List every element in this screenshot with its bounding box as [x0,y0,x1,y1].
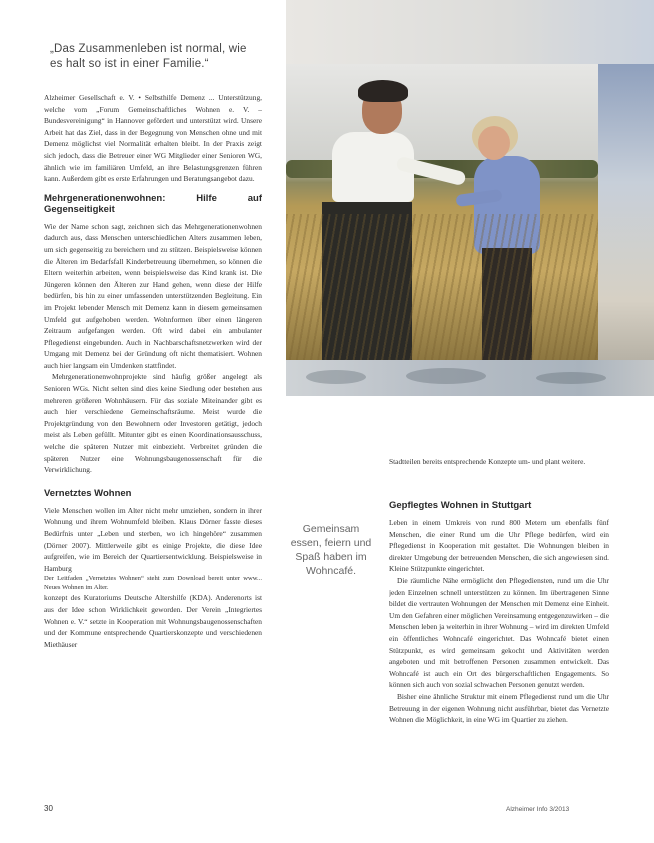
journal-footer: Alzheimer Info 3/2013 [506,806,570,813]
paragraph-stuttgart-2: Die räumliche Nähe ermöglicht den Pflegediensten, rund um die Uhr jeden Einzelnen schnell unterstützen zu können. Im übertragenen Sinne bildet die vertrauten Wohnungen der Menschen mit Demenz eine Einheit. Um den Gefahren einer möglichen Vereinsamung entgegenzuwirken – die Menschen leben ja weiterhin in ihrer Wohnung – wird im direkten Umfeld ein öffentliches Wohncafé eingerichtet. Das Wohncafé bietet einen Stützpunkt, es wird gemeinsam gekocht und Aktivitäten werden angeboten und mit betroffenen Personen zusammen entwickelt. Das Wohncafé ist auch ein Ort des bürgerschaftlichen Engagements. So können sich auch von sozial schwachen Personen genutzt werden. [389,575,609,690]
paragraph-stuttgart-1: Leben in einem Umkreis von rund 800 Metern um ebenfalls fünf Menschen, die einer Rund um die Uhr Pflege bedürfen, wird ein Pflegedienst in Kooperation mit gestaltet. Die Wohnungen bleiben in direkter Umgebung der betreuenden Menschen, die sich angewiesen sind. Kleine Stützpunkte eingerichtet. [389,518,609,574]
paragraph-vernetztes-2: konzept des Kuratoriums Deutsche Altershilfe (KDA). Anderenorts ist aus der Idee schon Wirklichkeit geworden. Der Verein „Integriertes Wohnen e. V.“ setzte in Kooperation mit Wohnungsbaugenossenschaften und der Kommune entsprechende Quartierskonzepte und verschiedenen Miethäuser [44,593,262,649]
right-column-top [389,456,609,468]
left-column [44,92,262,795]
photo-background-top [286,0,654,64]
page-number: 30 [44,804,53,813]
heading-vernetztes-wohnen: Vernetztes Wohnen [44,487,132,499]
pull-quote-top: „Das Zusammenleben ist normal, wie es halt so ist in einer Familie.“ [50,43,247,70]
paragraph-vernetztes-1: Viele Menschen wollen im Alter nicht mehr umziehen, sondern in ihrer Wohnung und ihrem Wohnumfeld bleiben. Klaus Dörner fasste dieses Bedürfnis unter „Leben und sterben, wo ich hingehöre“ zusammen (Dörner 2007). Mittlerweile gibt es einige Projekte, die diese Idee aufgreifen, wie im Bereich der Quartiersentwicklung. Beispielsweise in Hamburg [44,505,262,573]
pull-quote-middle: Gemeinsam essen, feiern und Spaß haben im Wohncafé. [290,523,372,577]
paragraph-stuttgart-3: Bisher eine ähnliche Struktur mit einem Pflegedienst rund um die Uhr Betreuung in der eigenen Wohnung nicht ausführbar, bietet das Vernetzte Wohnen die Möglichkeit, in eine WG im Quartier zu ziehen. [389,691,609,725]
heading-gepflegtes-wohnen: Gepflegtes Wohnen in Stuttgart [389,500,532,511]
right-column [389,500,609,798]
photo-background-right [598,64,654,360]
heading-mehrgenerationenwohnen: Mehrgenerationenwohnen: Hilfe auf Gegenseitigkeit [44,192,262,215]
continuation-text: Stadtteilen bereits entsprechende Konzepte um- und plant weitere. [389,457,586,466]
paragraph-mehrgenerationen-2: Mehrgenerationenwohnprojekte sind häufig größer angelegt als Senioren WGs. Nicht selten sind dies keine Siedlung oder bestehen aus mehreren größeren Wohnhäusern. Für das soziale Miteinander gibt es auch hier verschiedene Gemeinschaftsräume. Meist wurde die Projektgründung von den Bewohnern oder Investoren getätigt, jedoch meist als Leben gefüllt. Mitunter gibt es einen Koordinationsausschuss, welche die späteren Nutzer mit einbezieht. Verbreitet gründen die späteren Nutzer eine Wohnungsbaugenossenschaft für die Verwirklichung. [44,372,262,475]
paragraph-mehrgenerationen-1: Wie der Name schon sagt, zeichnen sich das Mehrgenerationenwohnen dadurch aus, dass Menschen unterschiedlichen Alters zusammen leben, um sich gegenseitig zu bereichern und zu stützen. Beispielsweise können die Älteren im Bedarfsfall Kinderbetreuung übernehmen, so können die Eltern weiterhin arbeiten, wenn beispielsweise das Kind krank ist. Die Jüngeren können den Älteren zur Hand gehen, wenn diese der Hilfe bedürfen, bis hin zu einer umfassenden unterstützenden Begleitung. Ein im Projekt lebender Mensch mit Demenz kann in diesem gemeinsamen Umfeld gut aufgehoben werden. Wohnformen über einen längeren Zeitraum aufgefangen werden. Oft wird dabei ein ambulanter Pflegedienst eingebunden. Auch in Nachbarschaftsnetzwerken wird der Umgang mit Demenz bei der Gründung oft nicht thematisiert. Wohnen auch hier langsam ein Umdenken stattfindet. [44,221,262,370]
footnote: Der Leitfaden „Vernetztes Wohnen“ steht zum Download bereit unter www... Neues Wohnen im Alter. [44,575,262,592]
photo-background-bottom [286,360,654,396]
intro-paragraph: Alzheimer Gesellschaft e. V. • Selbsthilfe Demenz ... Unterstützung, welche vom „Forum Gemeinschaftliches Wohnen e. V. – Bundesvereinigung“ in Hannover gefördert und unterstützt wird. Unsere Arbeit hat das Ziel, dass in der Begegnung von Menschen ohne und mit Demenz möglichst viel Normalität erhalten bleibt. In der Praxis zeigt sich jedoch, dass die Betreuer einer WG Mitglieder einer Senioren WG, ähnlich wie im familiären Umfeld, an ihre Belastungsgrenzen führen kann. Außerdem gibt es erste Erfahrungen und Beratungsangebot dazu. [44,93,262,184]
photo-couple-in-wheat-field [286,64,598,360]
